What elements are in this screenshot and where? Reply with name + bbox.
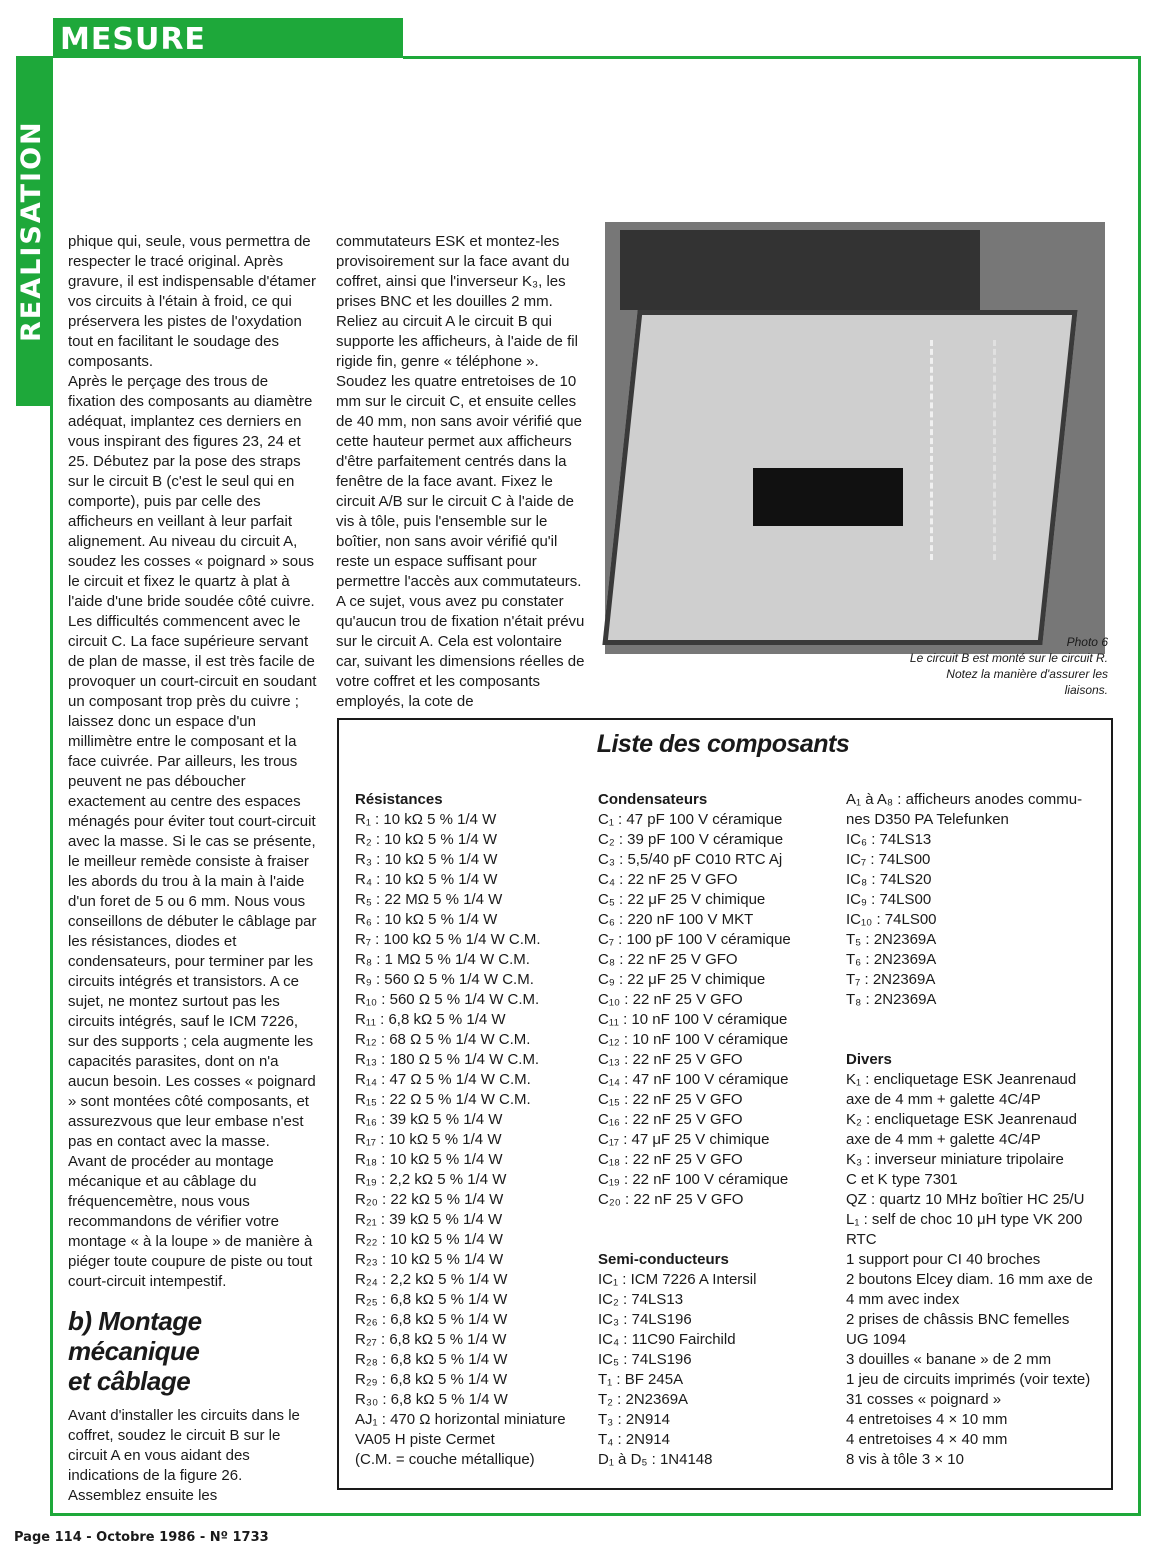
frame-left-border	[50, 406, 53, 1516]
list-item: IC₇ : 74LS00	[846, 851, 931, 868]
list-item: C₄ : 22 nF 25 V GFO	[598, 871, 738, 888]
list-item: C₁₇ : 47 μF 25 V chimique	[598, 1131, 770, 1148]
list-item: R₁₃ : 180 Ω 5 % 1/4 W C.M.	[355, 1051, 540, 1068]
caption-title: Photo 6	[1066, 635, 1108, 649]
list-item: 1 jeu de circuits imprimés (voir texte)	[846, 1371, 1091, 1388]
frame-bottom-border	[50, 1513, 1141, 1516]
list-item: R₂₃ : 10 kΩ 5 % 1/4 W	[355, 1251, 504, 1268]
subheading-line: mécanique	[68, 1336, 200, 1366]
list-item: 4 mm avec index	[846, 1291, 960, 1308]
photo-ic-socket	[753, 468, 903, 526]
list-item: R₁₆ : 39 kΩ 5 % 1/4 W	[355, 1111, 503, 1128]
list-item: 8 vis à tôle 3 × 10	[846, 1451, 964, 1468]
list-item: VA05 H piste Cermet	[355, 1431, 495, 1448]
list-item: T₇ : 2N2369A	[846, 971, 936, 988]
list-item: 2 prises de châssis BNC femelles	[846, 1311, 1070, 1328]
paragraph: commutateurs ESK et montez-les provisoirement sur la face avant du coffret, ainsi que l'inverseur K₃, les prises BNC et les douilles 2 mm. Reliez au circuit A le circuit B qui supporte les afficheurs, à l'aide de fil rigide fin, genre « téléphone ». Soudez les quatre entretoises de 10 mm sur le circuit C, et ensuite celles de 40 mm, non sans avoir vérifié que cette hauteur permet aux afficheurs d'être parfaitement centrés dans la fenêtre de la face avant. Fixez le circuit A/B sur le circuit C à l'aide de vis à tôle, puis l'ensemble sur le boîtier, non sans avoir vérifié qu'il reste un espace suffisant pour permettre l'accès aux commutateurs. A ce sujet, vous avez pu constater qu'aucun trou de fixation n'était prévu sur le circuit A. Cela est volontaire car, suivant les dimensions réelles de votre coffret et les composants employés, la cote de	[336, 233, 585, 710]
list-item: T₅ : 2N2369A	[846, 931, 937, 948]
list-heading: Résistances	[355, 791, 443, 808]
list-item: R₂ : 10 kΩ 5 % 1/4 W	[355, 831, 498, 848]
list-item: R₃ : 10 kΩ 5 % 1/4 W	[355, 851, 498, 868]
list-item: 31 cosses « poignard »	[846, 1391, 1002, 1408]
list-item: axe de 4 mm + galette 4C/4P	[846, 1091, 1041, 1108]
components-title: Liste des composants	[596, 730, 850, 758]
list-heading: Semi-conducteurs	[598, 1251, 729, 1268]
subheading-line: b) Montage	[68, 1306, 202, 1336]
list-item: R₂₅ : 6,8 kΩ 5 % 1/4 W	[355, 1291, 508, 1308]
list-item: IC₃ : 74LS196	[598, 1311, 692, 1328]
list-item: C₁₉ : 22 nF 100 V céramique	[598, 1171, 789, 1188]
list-item: C₁₈ : 22 nF 25 V GFO	[598, 1151, 743, 1168]
list-item: C₆ : 220 nF 100 V MKT	[598, 911, 754, 928]
section-subheading	[68, 1306, 318, 1396]
list-item: R₁₀ : 560 Ω 5 % 1/4 W C.M.	[355, 991, 540, 1008]
list-item: R₂₇ : 6,8 kΩ 5 % 1/4 W	[355, 1331, 507, 1348]
list-item: R₉ : 560 Ω 5 % 1/4 W C.M.	[355, 971, 534, 988]
photo-caption	[905, 634, 1108, 698]
list-item: C₈ : 22 nF 25 V GFO	[598, 951, 738, 968]
list-item: IC₄ : 11C90 Fairchild	[598, 1331, 736, 1348]
paragraph: phique qui, seule, vous permettra de respecter le tracé original. Après gravure, il est indispensable d'étamer vos circuits à l'étain à froid, ce qui préservera les pistes de l'oxydation tout en facilitant le soudage des composants.	[68, 233, 316, 370]
list-item: T₆ : 2N2369A	[846, 951, 937, 968]
list-item: R₂₆ : 6,8 kΩ 5 % 1/4 W	[355, 1311, 508, 1328]
list-item: QZ : quartz 10 MHz boîtier HC 25/U	[846, 1191, 1085, 1208]
list-item: C₂ : 39 pF 100 V céramique	[598, 831, 784, 848]
list-item: R₅ : 22 MΩ 5 % 1/4 W	[355, 891, 503, 908]
section-title: MESURE	[60, 22, 206, 57]
list-item: 3 douilles « banane » de 2 mm	[846, 1351, 1052, 1368]
list-item: R₄ : 10 kΩ 5 % 1/4 W	[355, 871, 498, 888]
list-item: R₁₇ : 10 kΩ 5 % 1/4 W	[355, 1131, 502, 1148]
list-item: C₁₃ : 22 nF 25 V GFO	[598, 1051, 743, 1068]
paragraph: Après le perçage des trous de fixation des composants au diamètre adéquat, implantez ces derniers en vous inspirant des figures 23, 24 et 25. Débutez par la pose des straps sur le circuit B (c'est le seul qui en comporte), puis par celle des afficheurs en veillant à leur parfait alignement. Au niveau du circuit A, soudez les cosses « poignard » sous le circuit et fixez le quartz à plat à l'aide d'une bride soudée côté cuivre. Les difficultés commencent avec le circuit C. La face supérieure servant de plan de masse, il est très facile de provoquer un court-circuit en soudant un composant trop près du cuivre ; laissez donc un espace d'un millimètre entre le composant et la face cuivrée. Par ailleurs, les trous peuvent ne pas déboucher exactement au centre des espaces ménagés pour éviter tout court-circuit avec la masse. Si le cas se présente, le meilleur remède consiste à fraiser les abords du trou à la main à l'aide d'un foret de 5 ou 6 mm. Nous vous conseillons de débuter le câblage par les résistances, diodes et condensateurs, pour terminer par les circuits intégrés et transistors. A ce sujet, ne montez surtout pas les circuits intégrés, sauf le ICM 7226, sur des supports ; cela augmente les capacités parasites, dont on n'a aucun besoin. Les cosses « poignard » sont montées côté composants, et assurezvous que leur embase n'est pas en contact avec la masse.	[68, 373, 317, 1150]
list-item: T₈ : 2N2369A	[846, 991, 937, 1008]
list-item: IC₁ : ICM 7226 A Intersil	[598, 1271, 757, 1288]
list-item: IC₂ : 74LS13	[598, 1291, 684, 1308]
list-item: R₁₂ : 68 Ω 5 % 1/4 W C.M.	[355, 1031, 531, 1048]
list-item: C₁₂ : 10 nF 100 V céramique	[598, 1031, 789, 1048]
list-item: UG 1094	[846, 1331, 907, 1348]
list-item: R₇ : 100 kΩ 5 % 1/4 W C.M.	[355, 931, 541, 948]
list-item: K₁ : encliquetage ESK Jeanrenaud	[846, 1071, 1077, 1088]
paragraph: Avant de procéder au montage mécanique et au câblage du fréquencemètre, nous vous recommandons de vérifier votre montage « à la loupe » de manière à piéger toute coupure de piste ou tout court-circuit intempestif.	[68, 1153, 313, 1290]
list-item: IC₁₀ : 74LS00	[846, 911, 937, 928]
resistances-list	[355, 790, 566, 1470]
photo-back-panel	[620, 230, 980, 310]
list-item: (C.M. = couche métallique)	[355, 1451, 535, 1468]
list-item: 4 entretoises 4 × 40 mm	[846, 1431, 1008, 1448]
list-item: C et K type 7301	[846, 1171, 958, 1188]
list-item: C₅ : 22 μF 25 V chimique	[598, 891, 766, 908]
list-item: R₂₉ : 6,8 kΩ 5 % 1/4 W	[355, 1371, 508, 1388]
list-item: RTC	[846, 1231, 877, 1248]
list-item: C₁₆ : 22 nF 25 V GFO	[598, 1111, 743, 1128]
list-item: T₁ : BF 245A	[598, 1371, 684, 1388]
list-item: D₁ à D₅ : 1N4148	[598, 1451, 713, 1468]
misc-list	[846, 790, 1093, 1470]
list-item: L₁ : self de choc 10 μH type VK 200	[846, 1211, 1083, 1228]
list-item: R₈ : 1 MΩ 5 % 1/4 W C.M.	[355, 951, 530, 968]
list-item: R₂₄ : 2,2 kΩ 5 % 1/4 W	[355, 1271, 508, 1288]
list-item: IC₈ : 74LS20	[846, 871, 932, 888]
subheading-line: et câblage	[68, 1366, 191, 1396]
text-column-1	[68, 232, 318, 1506]
list-item: R₁₈ : 10 kΩ 5 % 1/4 W	[355, 1151, 503, 1168]
list-item: R₁₅ : 22 Ω 5 % 1/4 W C.M.	[355, 1091, 531, 1108]
list-item: C₃ : 5,5/40 pF C010 RTC Aj	[598, 851, 783, 868]
list-item: axe de 4 mm + galette 4C/4P	[846, 1131, 1041, 1148]
frame-top-border	[403, 56, 1141, 59]
list-item: IC₆ : 74LS13	[846, 831, 932, 848]
list-item: R₃₀ : 6,8 kΩ 5 % 1/4 W	[355, 1391, 508, 1408]
text-column-2	[336, 232, 588, 712]
list-item: T₂ : 2N2369A	[598, 1391, 689, 1408]
list-item: 1 support pour CI 40 broches	[846, 1251, 1041, 1268]
frame-right-border	[1138, 56, 1141, 1516]
side-label: REALISATION	[16, 120, 47, 342]
list-item: R₁₁ : 6,8 kΩ 5 % 1/4 W	[355, 1011, 506, 1028]
list-item: C₉ : 22 μF 25 V chimique	[598, 971, 766, 988]
list-item: A₁ à A₈ : afficheurs anodes commu-	[846, 791, 1083, 808]
list-item: C₁₁ : 10 nF 100 V céramique	[598, 1011, 788, 1028]
page-footer: Page 114 - Octobre 1986 - Nº 1733	[14, 1530, 269, 1545]
list-item: nes D350 PA Telefunken	[846, 811, 1009, 828]
list-item: R₁₉ : 2,2 kΩ 5 % 1/4 W	[355, 1171, 507, 1188]
list-item: C₁₅ : 22 nF 25 V GFO	[598, 1091, 743, 1108]
list-item: K₂ : encliquetage ESK Jeanrenaud	[846, 1111, 1077, 1128]
list-item: C₂₀ : 22 nF 25 V GFO	[598, 1191, 744, 1208]
list-item: K₃ : inverseur miniature tripolaire	[846, 1151, 1064, 1168]
list-item: R₁ : 10 kΩ 5 % 1/4 W	[355, 811, 497, 828]
list-heading: Divers	[846, 1051, 892, 1068]
list-item: IC₅ : 74LS196	[598, 1351, 692, 1368]
list-item: C₁₄ : 47 nF 100 V céramique	[598, 1071, 789, 1088]
list-item: T₃ : 2N914	[598, 1411, 670, 1428]
list-item: R₆ : 10 kΩ 5 % 1/4 W	[355, 911, 498, 928]
list-item: 2 boutons Elcey diam. 16 mm axe de	[846, 1271, 1093, 1288]
list-item: R₂₁ : 39 kΩ 5 % 1/4 W	[355, 1211, 503, 1228]
list-item: R₂₀ : 22 kΩ 5 % 1/4 W	[355, 1191, 504, 1208]
list-heading: Condensateurs	[598, 791, 708, 808]
list-item: C₁ : 47 pF 100 V céramique	[598, 811, 783, 828]
list-item: R₂₂ : 10 kΩ 5 % 1/4 W	[355, 1231, 503, 1248]
list-item: C₇ : 100 pF 100 V céramique	[598, 931, 791, 948]
list-item: R₁₄ : 47 Ω 5 % 1/4 W C.M.	[355, 1071, 531, 1088]
list-item: T₄ : 2N914	[598, 1431, 670, 1448]
capacitors-semis-list	[598, 790, 791, 1470]
photo-wire-bundle	[930, 340, 996, 560]
caption-text: Le circuit B est monté sur le circuit R. Notez la manière d'assurer les liaisons.	[909, 651, 1108, 697]
list-item: 4 entretoises 4 × 10 mm	[846, 1411, 1008, 1428]
list-item: IC₉ : 74LS00	[846, 891, 932, 908]
list-item: R₂₈ : 6,8 kΩ 5 % 1/4 W	[355, 1351, 508, 1368]
paragraph: Avant d'installer les circuits dans le coffret, soudez le circuit B sur le circuit A en vous aidant des indications de la figure 26. Assemblez ensuite les	[68, 1407, 300, 1504]
list-item: AJ₁ : 470 Ω horizontal miniature	[355, 1411, 566, 1428]
list-item: C₁₀ : 22 nF 25 V GFO	[598, 991, 743, 1008]
